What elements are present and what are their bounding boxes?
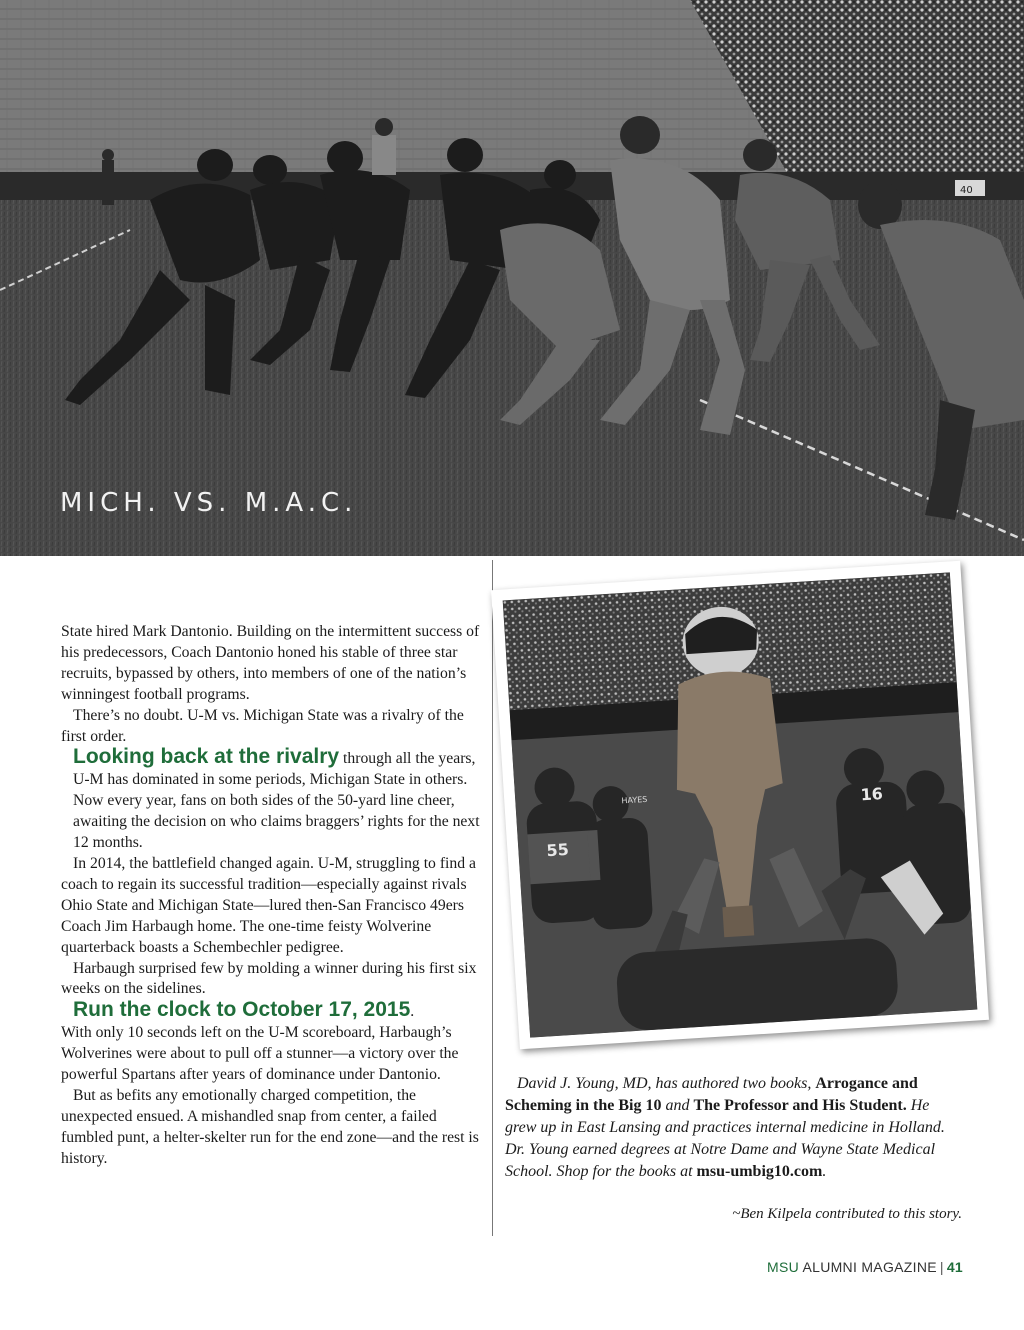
field-sign-number: 40	[960, 185, 973, 196]
book-title-2: The Professor and His Student.	[693, 1097, 907, 1114]
paragraph: There’s no doubt. U-M vs. Michigan State was a rivalry of the first order.	[61, 706, 464, 745]
hero-photo	[0, 0, 1024, 556]
name-tag: HAYES	[621, 794, 648, 806]
paragraph: In 2014, the battlefield changed again. U-M, struggling to find a coach to regain its successful tradition—especially against rivals Ohio State and Michigan State—lured then-San Francisco 49ers Coach Jim Harbaugh home. The one-time feisty Wolverine quarterback boasts a Schembechler pedigree.	[61, 854, 476, 956]
contributor-credit: ~Ben Kilpela contributed to this story.	[732, 1206, 962, 1222]
paragraph-text: through all the years, U-M has dominated in some periods, Michigan State in others. Now every year, fans on both sides of the 50-yard line cheer, awaiting the decision on who claims braggers’ rights for the next 12 months.	[73, 750, 480, 852]
author-bio	[505, 1073, 960, 1183]
trophy-celebration-photo	[491, 561, 989, 1050]
subhead-period: .	[410, 1003, 415, 1021]
paragraph: Harbaugh surprised few by molding a winner during his first six weeks on the sidelines.	[61, 959, 477, 998]
subhead-rivalry: Looking back at the rivalry	[73, 745, 340, 769]
paragraph: State hired Mark Dantonio. Building on the intermittent success of his predecessors, Coach Dantonio honed his stable of three star recruits, bypassed by others, into members of one of the nation’s winningest football programs.	[61, 623, 480, 703]
column-divider	[492, 560, 493, 1236]
page-number: 41	[946, 1259, 963, 1275]
jersey-number-55: 55	[545, 839, 570, 861]
article-body	[61, 622, 485, 1170]
website-link[interactable]: msu-umbig10.com	[696, 1163, 823, 1180]
page-footer	[767, 1259, 963, 1275]
subhead-paragraph	[61, 1000, 485, 1023]
footer-separator: |	[939, 1259, 944, 1275]
trophy-celebration-illustration	[503, 572, 978, 1037]
bio-text: and	[661, 1097, 694, 1114]
photo-image-area	[503, 572, 978, 1037]
jersey-number-16: 16	[860, 784, 884, 805]
book-title-1: Arrogance and Scheming in the Big 10	[505, 1075, 918, 1114]
footer-magazine-name: ALUMNI MAGAZINE	[799, 1259, 937, 1275]
bio-text: David J. Young, MD, has authored two books,	[517, 1075, 816, 1092]
paragraph: But as befits any emotionally charged competition, the unexpected ensued. A mishandled snap from center, a failed fumbled punt, a helter-skelter run for the end zone—and the rest is history.	[61, 1086, 479, 1167]
paragraph-with-subhead	[61, 747, 485, 854]
footer-brand: MSU	[767, 1259, 800, 1275]
hero-photo-illustration	[0, 0, 1024, 556]
bio-text: .	[822, 1163, 827, 1180]
paragraph: With only 10 seconds left on the U-M scoreboard, Harbaugh’s Wolverines were about to pull off a stunner—a victory over the powerful Spartans after years of dominance under Dantonio.	[61, 1024, 459, 1084]
bio-text: He grew up in East Lansing and practices internal medicine in Holland. Dr. Young earned degrees at Notre Dame and Wayne State Medical School. Shop for the books at	[505, 1097, 945, 1180]
subhead-run-the-clock: Run the clock to October 17, 2015	[73, 998, 411, 1022]
hero-photo-caption: MICH. VS. M.A.C.	[60, 488, 358, 518]
